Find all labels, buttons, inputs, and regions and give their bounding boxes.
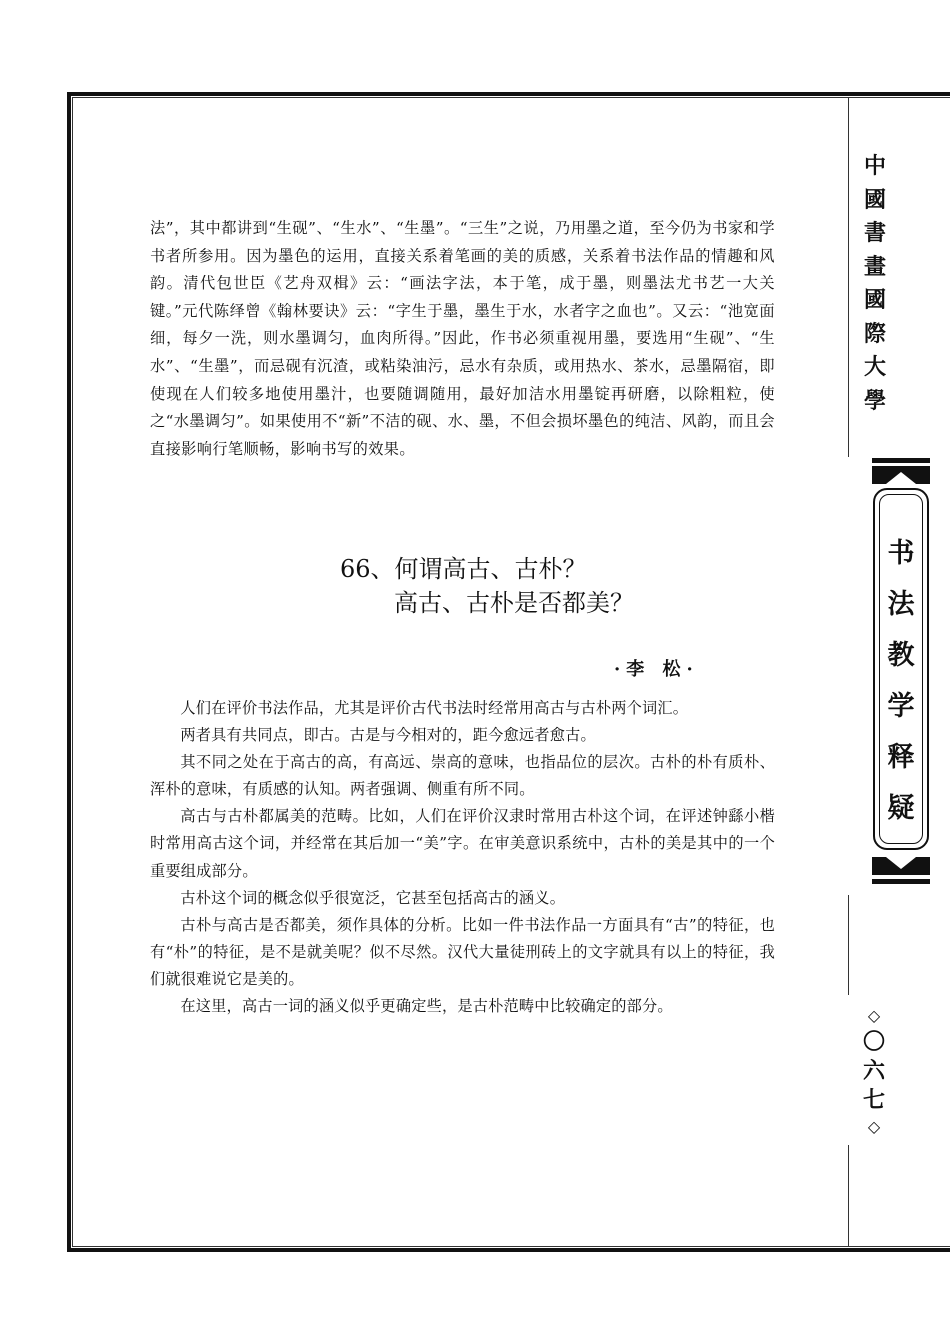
page-digit: 七 — [862, 1088, 885, 1113]
section-char: 书 — [887, 538, 915, 569]
sidebar-rule — [848, 97, 849, 457]
brand-char: 大 — [863, 355, 886, 380]
section-char: 释 — [887, 742, 915, 773]
page-digit: 〇 — [862, 1030, 885, 1055]
sidebar-bottom-bar — [872, 879, 930, 884]
ribbon-ornament-top — [872, 466, 930, 484]
brand-char: 中 — [863, 154, 886, 179]
paragraph: 其不同之处在于高古的高，有高远、崇高的意味，也指品位的层次。古朴的朴有质朴、浑朴的意味，有质感的认知。两者强调、侧重有所不同。 — [150, 753, 775, 799]
section-char: 学 — [887, 691, 915, 722]
brand-char: 國 — [863, 288, 886, 313]
sidebar-top-bar — [872, 458, 930, 463]
paragraph: 古朴这个词的概念似乎很宽泛，它甚至包括高古的涵义。 — [180, 888, 566, 907]
paragraph: 古朴与高古是否都美，须作具体的分析。比如一件书法作品一方面具有“古”的特征，也有“朴”的特征，是不是就美呢？似不尽然。汉代大量徒刑砖上的文字就具有以上的特征，我们就很难说它是美的。 — [150, 915, 775, 988]
section-char: 法 — [887, 589, 915, 620]
section-char: 教 — [887, 640, 915, 671]
sidebar-brand — [850, 150, 900, 418]
diamond-icon: ◇ — [867, 1117, 881, 1136]
paragraph: 人们在评价书法作品，尤其是评价古代书法时经常用高古与古朴两个词汇。 — [180, 699, 689, 717]
brand-char: 學 — [863, 388, 886, 414]
section-title — [873, 528, 929, 834]
paragraph: 高古与古朴都属美的范畴。比如，人们在评价汉隶时常用古朴这个词，在评述钟繇小楷时常用高古这个词，并经常在其后加一“美”字。在审美意识系统中，古朴的美是其中的一个重要组成部分。 — [150, 807, 775, 880]
sidebar-rule — [848, 1145, 849, 1247]
article-body — [150, 695, 775, 1020]
section-char: 疑 — [887, 793, 915, 824]
sidebar-rule — [848, 895, 849, 995]
brand-char: 書 — [863, 221, 886, 246]
page-digit: 六 — [862, 1059, 885, 1084]
article-title-line: 66、何谓高古、古朴？ — [340, 555, 587, 583]
article-title — [320, 552, 760, 620]
brand-char: 際 — [863, 321, 886, 347]
brand-char: 國 — [863, 187, 886, 213]
paragraph: 在这里，高古一词的涵义似乎更确定些，是古朴范畴中比较确定的部分。 — [180, 997, 673, 1016]
article-author: ·李 松· — [614, 659, 699, 680]
brand-char: 畫 — [863, 254, 886, 280]
ribbon-ornament-bottom — [872, 857, 930, 875]
paragraph: 法”，其中都讲到“生砚”、“生水”、“生墨”。“三生”之说，乃用墨之道，至今仍为书家和学书者所参用。因为墨色的运用，直接关系着笔画的美的质感，关系着书法作品的情趣和风韵。清代包世臣《艺舟双楫》云：“画法字法，本于笔，成于墨，则墨法尤书艺一大关键。”元代陈绎曾《翰林要诀》云：“字生于墨，墨生于水，水者字之血也”。又云：“池宽面细，每夕一洗，则水墨调匀，血肉所得。”因此，作书必须重视用墨，要选用“生砚”、“生水”、“生墨”，而忌砚有沉渣，或粘染油污，忌水有杂质，或用热水、茶水，忌墨隔宿，即使现在人们较多地使用墨汁，也要随调随用，最好加洁水用墨锭再研磨，以除粗粒，使之“水墨调匀”。如果使用不“新”不洁的砚、水、墨，不但会损坏墨色的纯洁、风韵，而且会直接影响行笔顺畅，影响书写的效果。 — [150, 219, 775, 458]
article-title-line: 高古、古朴是否都美？ — [394, 589, 634, 617]
diamond-icon: ◇ — [867, 1006, 881, 1025]
page-number — [854, 1004, 894, 1139]
paragraph: 两者具有共同点，即古。古是与今相对的，距今愈远者愈古。 — [180, 726, 596, 745]
continued-paragraph — [150, 215, 775, 463]
